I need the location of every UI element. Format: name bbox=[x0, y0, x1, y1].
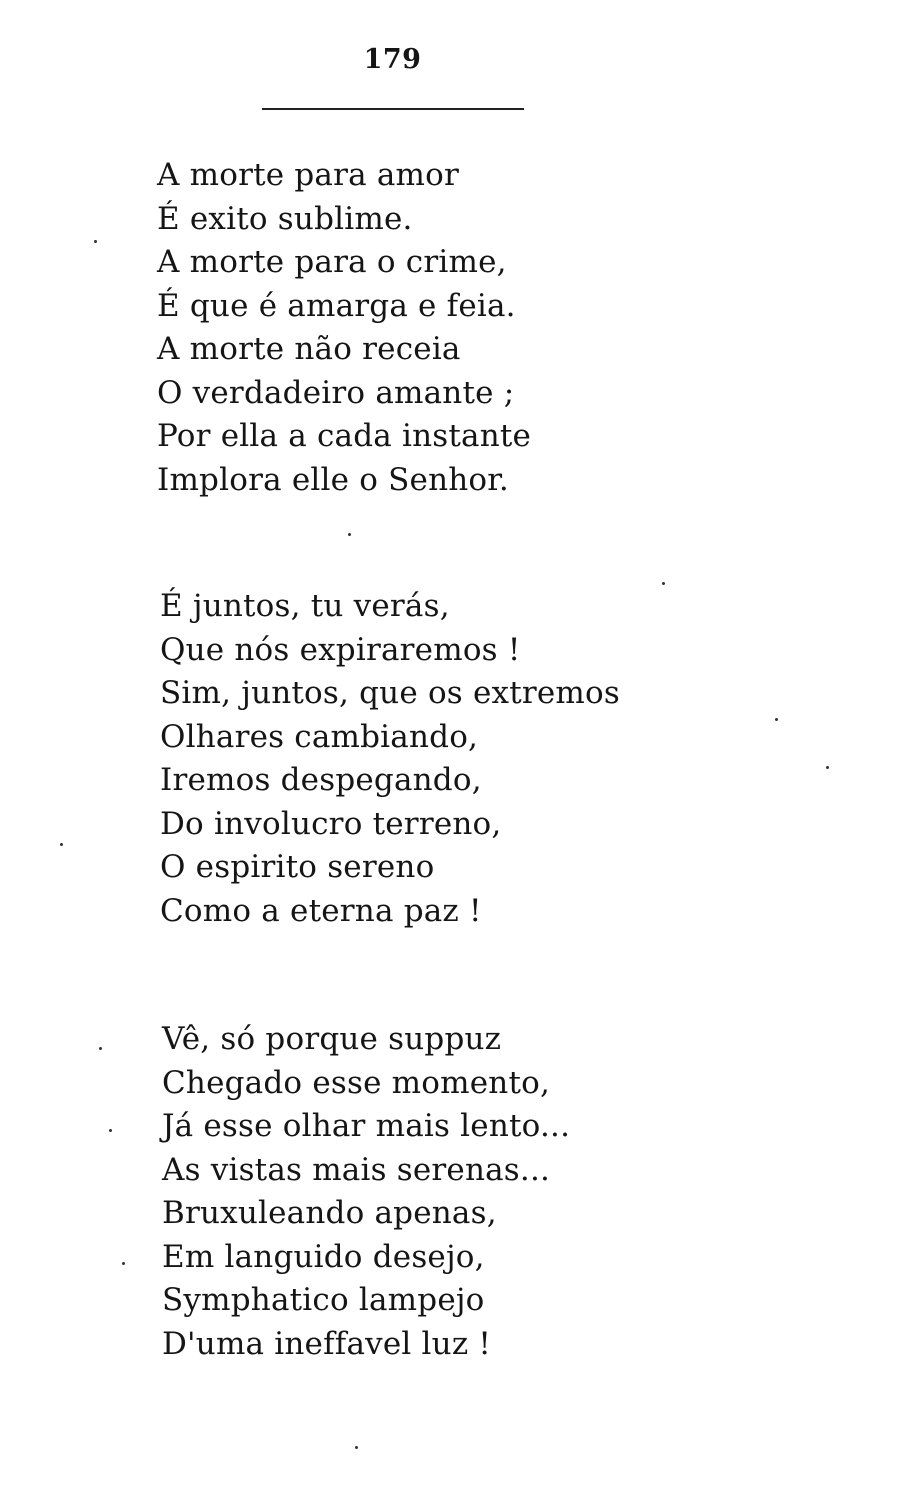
header-rule bbox=[262, 108, 524, 110]
scan-speck bbox=[826, 766, 829, 769]
verse-line: O espirito sereno bbox=[160, 849, 435, 885]
verse-line: A morte para o crime, bbox=[157, 244, 507, 280]
verse-line: Implora elle o Senhor. bbox=[157, 461, 509, 498]
verse-line: As vistas mais serenas... bbox=[162, 1151, 551, 1188]
verse-line: Vê, só porque suppuz bbox=[162, 1021, 502, 1057]
scan-speck bbox=[60, 843, 63, 846]
scan-speck bbox=[99, 1047, 102, 1050]
stanza-1 bbox=[157, 154, 531, 502]
scan-speck bbox=[355, 1446, 358, 1449]
verse-line: Por ella a cada instante bbox=[157, 418, 532, 454]
verse-line: Bruxuleando apenas, bbox=[162, 1195, 497, 1231]
verse-line: Chegado esse momento, bbox=[162, 1064, 551, 1101]
scan-speck bbox=[662, 582, 665, 585]
verse-line: Que nós expiraremos ! bbox=[160, 631, 521, 668]
verse-line: Sim, juntos, que os extremos bbox=[160, 675, 620, 711]
verse-line: Symphatico lampejo bbox=[162, 1282, 485, 1318]
stanza-2 bbox=[160, 585, 620, 933]
verse-line: É que é amarga e feia. bbox=[157, 287, 516, 324]
page-number: 179 bbox=[363, 44, 422, 75]
scan-speck bbox=[775, 718, 778, 721]
scan-speck bbox=[348, 533, 351, 536]
verse-line: Em languido desejo, bbox=[162, 1238, 485, 1275]
verse-line: Já esse olhar mais lento... bbox=[162, 1108, 571, 1144]
verse-line: A morte não receia bbox=[157, 331, 461, 367]
verse-line: É juntos, tu verás, bbox=[160, 588, 450, 624]
scan-speck bbox=[109, 1129, 112, 1132]
verse-line: A morte para amor bbox=[157, 157, 460, 193]
verse-line: Olhares cambiando, bbox=[160, 718, 479, 755]
verse-line: É exito sublime. bbox=[157, 200, 413, 237]
scan-speck bbox=[94, 240, 97, 243]
scan-speck bbox=[122, 1262, 125, 1265]
verse-line: Como a eterna paz ! bbox=[160, 892, 482, 929]
verse-line: D'uma ineffavel luz ! bbox=[162, 1325, 492, 1362]
verse-line: Iremos despegando, bbox=[160, 762, 482, 798]
stanza-3 bbox=[162, 1018, 570, 1366]
verse-line: Do involucro terreno, bbox=[160, 805, 502, 842]
verse-line: O verdadeiro amante ; bbox=[157, 374, 515, 411]
